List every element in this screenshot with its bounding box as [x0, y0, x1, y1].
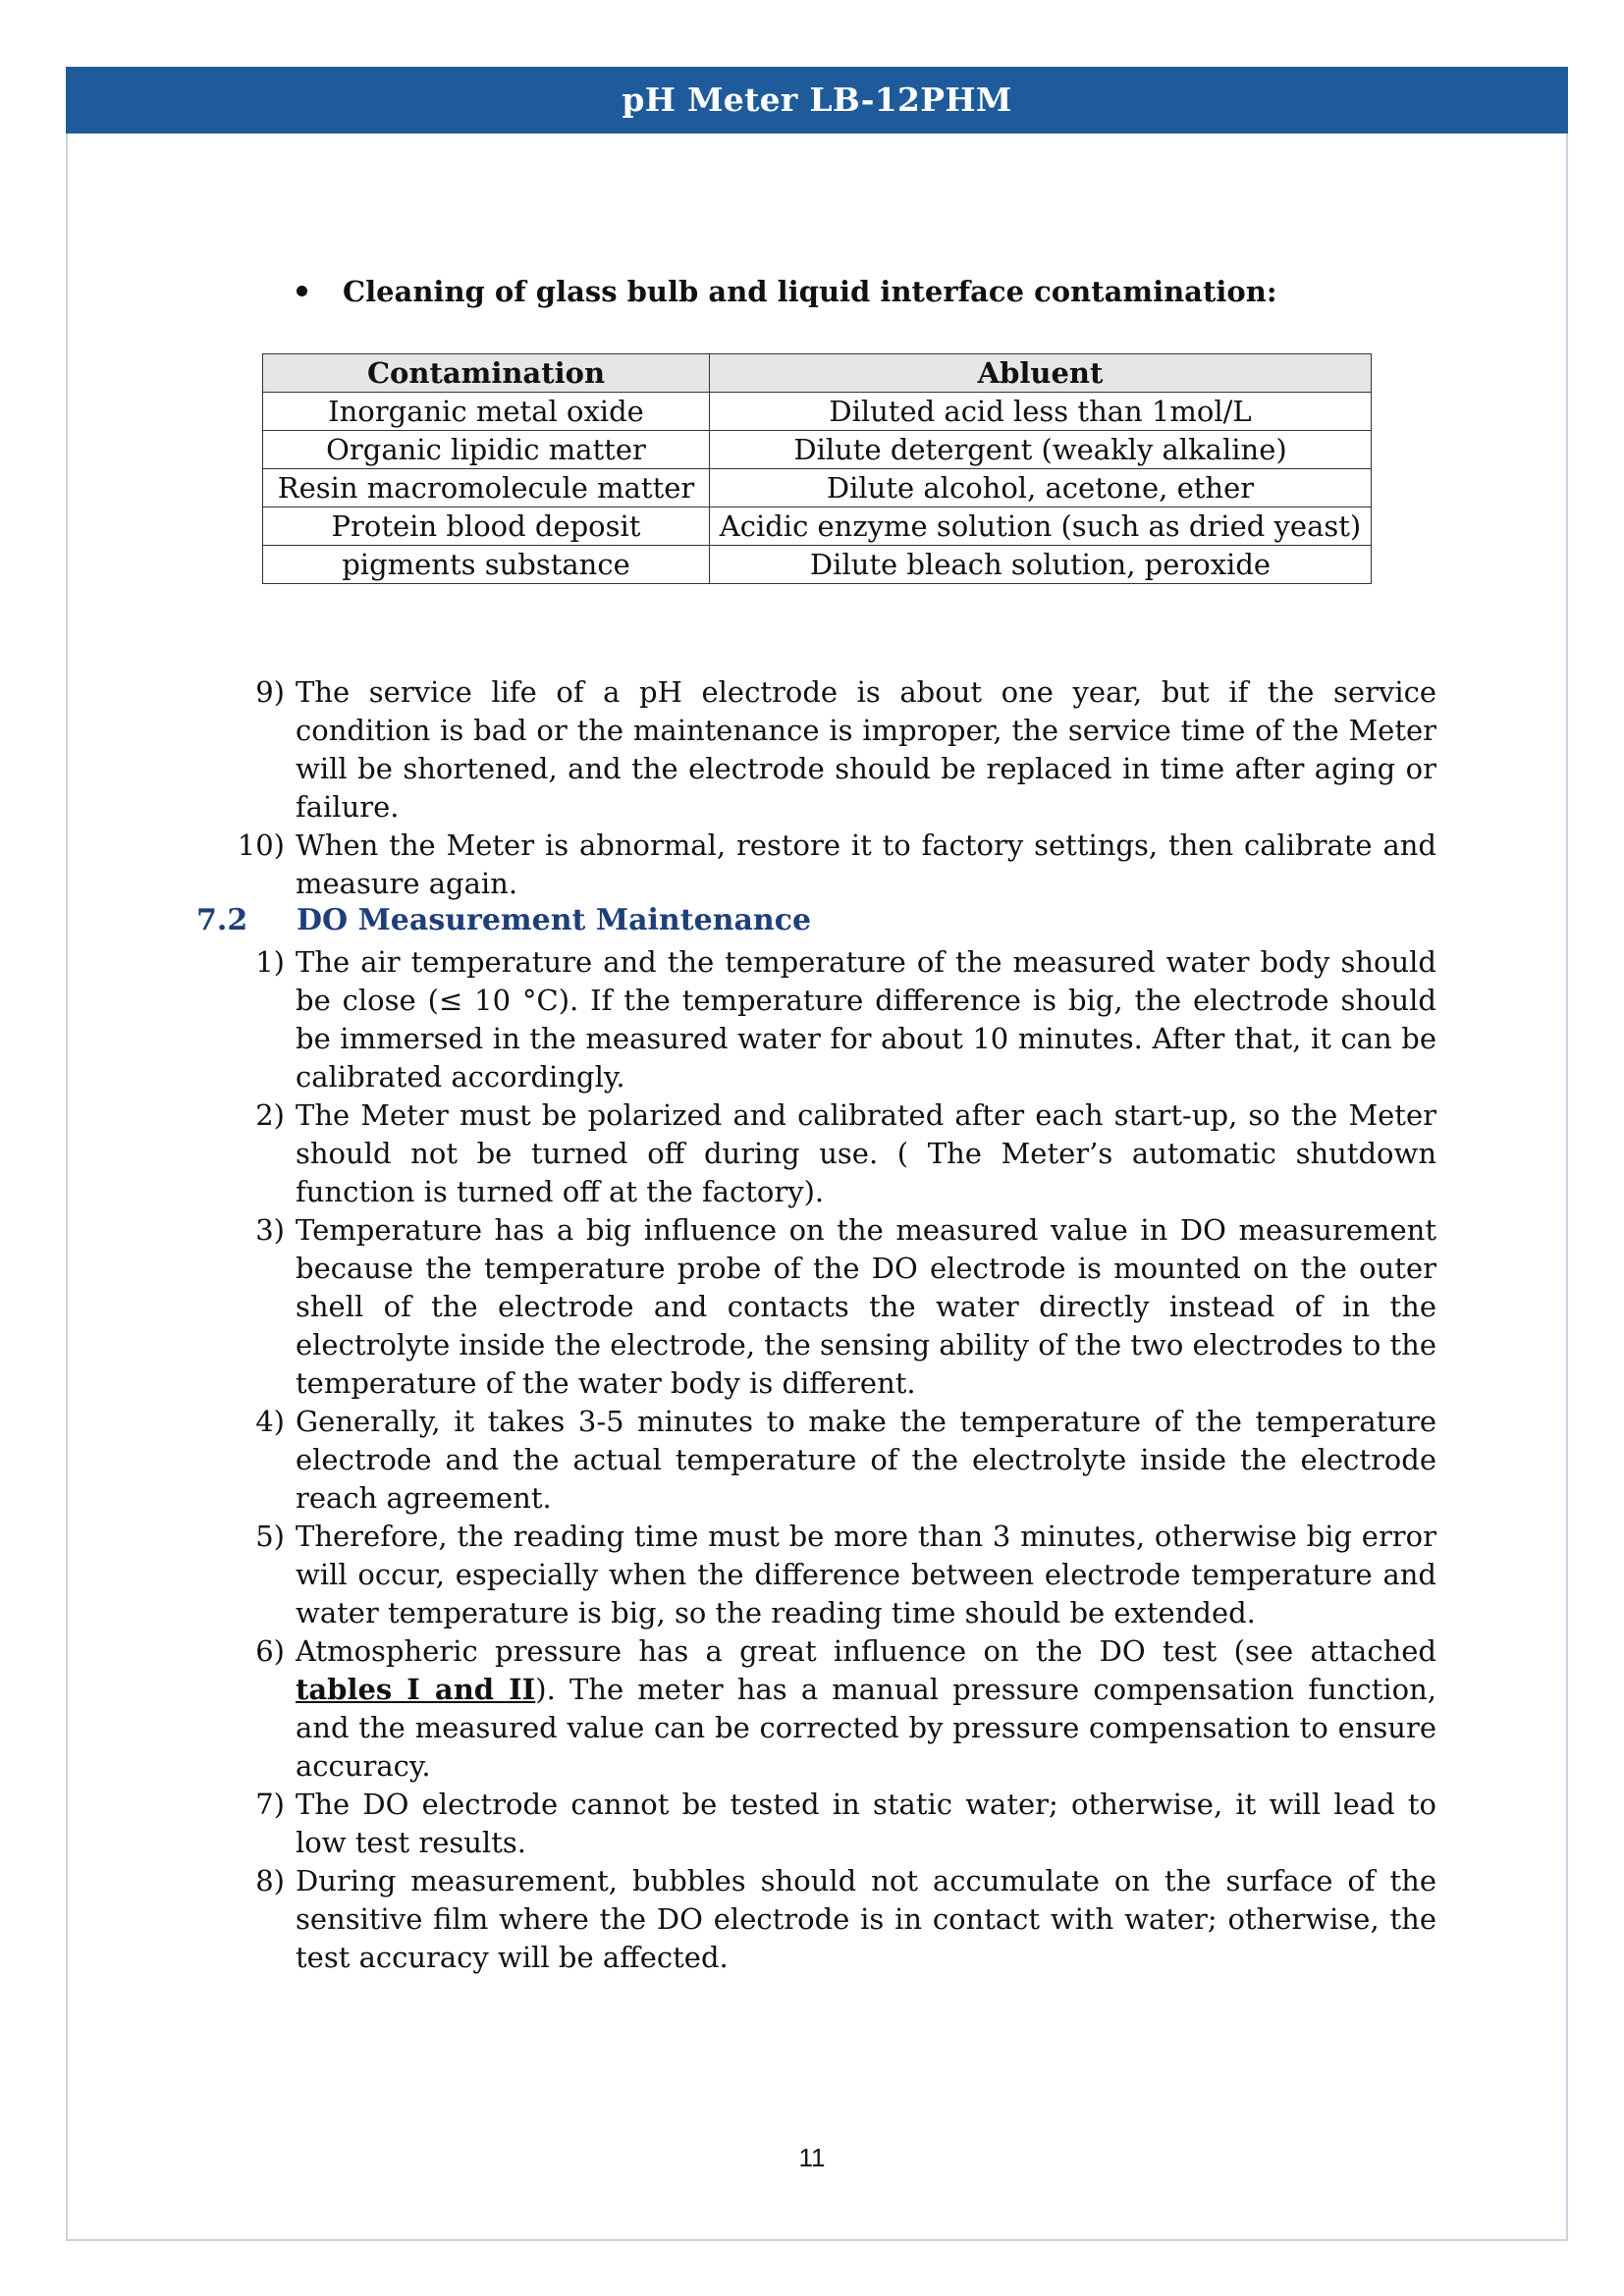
list-item [196, 827, 1436, 903]
table-cell: Organic lipidic matter [263, 431, 710, 469]
list-item [196, 1096, 1436, 1211]
column-header-contamination: Contamination [263, 354, 710, 393]
list-item-number: 7) [255, 1788, 285, 1821]
table-header-row [263, 354, 1372, 393]
table-cell: Dilute alcohol, acetone, ether [710, 469, 1372, 507]
table-cell: Protein blood deposit [263, 507, 710, 546]
column-header-abluent: Abluent [710, 354, 1372, 393]
page-number: 11 [798, 2143, 826, 2172]
section-title: DO Measurement Maintenance [297, 903, 812, 937]
table-row [263, 546, 1372, 584]
list-item-text: Temperature has a big influence on the measured value in DO measurement because the temperature probe of the DO electrode is mounted on the outer shell of the electrode and contacts the water directly instead of in the electrolyte inside the electrode, the sensing ability of the two electrodes to the temperature of the water body is different. [296, 1213, 1436, 1400]
list-item-text: Generally, it takes 3-5 minutes to make the temperature of the temperature electrode and the actual temperature of the electrolyte inside the electrode reach agreement. [296, 1405, 1436, 1515]
table-cell: Inorganic metal oxide [263, 393, 710, 431]
table-cell: Acidic enzyme solution (such as dried yeast) [710, 507, 1372, 546]
table-cell: Dilute bleach solution, peroxide [710, 546, 1372, 584]
list-item [196, 1786, 1436, 1862]
page-header: pH Meter LB-12PHM [66, 67, 1568, 133]
list-item-number: 1) [255, 945, 285, 979]
list-item-number: 5) [255, 1520, 285, 1553]
list-item [196, 1862, 1436, 1977]
list-item-number: 6) [255, 1634, 285, 1668]
maintenance-list-do [196, 943, 1436, 1977]
table-cell: pigments substance [263, 546, 710, 584]
tables-reference-link[interactable]: tables I and II [296, 1673, 536, 1706]
list-item-number: 4) [255, 1405, 285, 1438]
table-cell: Diluted acid less than 1mol/L [710, 393, 1372, 431]
section-number: 7.2 [196, 903, 248, 937]
table-row [263, 431, 1372, 469]
list-item-text-before-link: Atmospheric pressure has a great influence on the DO test (see attached [296, 1634, 1436, 1668]
list-item-text: During measurement, bubbles should not accumulate on the surface of the sensitive film where the DO electrode is in contact with water; otherwise, the test accuracy will be affected. [296, 1864, 1436, 1974]
list-item-text-after-link: ). The meter has a manual pressure compensation function, and the measured value can be corrected by pressure compensation to ensure accuracy. [296, 1673, 1436, 1783]
list-item-text: When the Meter is abnormal, restore it to factory settings, then calibrate and measure again. [296, 828, 1436, 900]
table-row [263, 393, 1372, 431]
section-heading [196, 903, 811, 937]
table-cell: Dilute detergent (weakly alkaline) [710, 431, 1372, 469]
list-item-text: The DO electrode cannot be tested in static water; otherwise, it will lead to low test results. [296, 1788, 1436, 1859]
list-item [196, 1632, 1436, 1786]
list-item-text: The air temperature and the temperature of the measured water body should be close (≤ 10 °C). If the temperature difference is big, the electrode should be immersed in the measured water for about 10 minutes. After that, it can be calibrated accordingly. [296, 945, 1436, 1094]
list-item [196, 673, 1436, 827]
bullet-heading-text: Cleaning of glass bulb and liquid interface contamination: [343, 275, 1277, 308]
list-item-text: The service life of a pH electrode is about one year, but if the service condition is bad or the maintenance is improper, the service time of the Meter will be shortened, and the electrode should be replaced in time after aging or failure. [296, 675, 1436, 824]
list-item [196, 1211, 1436, 1403]
table-row [263, 469, 1372, 507]
table-row [263, 507, 1372, 546]
bullet-heading [297, 275, 1277, 308]
list-item-number: 3) [255, 1213, 285, 1247]
bullet-dot-icon [297, 286, 307, 296]
list-item-number: 8) [255, 1864, 285, 1897]
list-item-number: 2) [255, 1098, 285, 1132]
list-item-number: 10) [237, 828, 285, 862]
maintenance-list-ph [196, 673, 1436, 903]
list-item-text: Therefore, the reading time must be more than 3 minutes, otherwise big error will occur, especially when the difference between electrode temperature and water temperature is big, so the reading time should be extended. [296, 1520, 1436, 1629]
contamination-table [262, 353, 1372, 584]
list-item [196, 1403, 1436, 1518]
list-item [196, 943, 1436, 1096]
list-item-number: 9) [255, 675, 285, 709]
list-item [196, 1518, 1436, 1632]
list-item-text: The Meter must be polarized and calibrated after each start-up, so the Meter should not be turned off during use. ( The Meter’s automatic shutdown function is turned off at the factory). [296, 1098, 1436, 1208]
table-cell: Resin macromolecule matter [263, 469, 710, 507]
